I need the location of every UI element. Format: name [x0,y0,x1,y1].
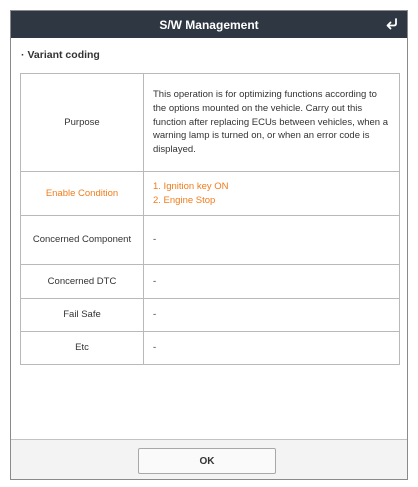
fail-safe-label: Fail Safe [21,299,144,332]
dialog-footer [11,439,407,479]
table-row [21,74,400,172]
table-row [21,299,400,332]
concerned-component-label: Concerned Component [21,216,144,265]
return-arrow-icon[interactable] [383,15,401,33]
purpose-value: This operation is for optimizing functions according to the options mounted on the vehicle. Carry out this function after replacing ECUs between vehicles, when a warning lamp is turned on, or when an error code is displayed. [144,74,400,172]
purpose-label: Purpose [21,74,144,172]
table-row [21,216,400,265]
table-row [21,332,400,365]
enable-condition-label: Enable Condition [21,172,144,216]
bullet: · [21,49,25,61]
concerned-component-value: - [144,216,400,265]
table-row [21,172,400,216]
enable-condition-line: 1. Ignition key ON [153,180,229,192]
info-table [20,73,400,365]
concerned-dtc-value: - [144,265,400,299]
ok-button[interactable]: OK [138,448,276,474]
dialog-title: S/W Management [159,17,259,32]
enable-condition-value [144,172,400,216]
title-bar [11,11,407,38]
table-row [21,265,400,299]
section-header [21,49,100,61]
enable-condition-line: 2. Engine Stop [153,194,216,206]
fail-safe-value: - [144,299,400,332]
section-title: Variant coding [27,49,100,61]
concerned-dtc-label: Concerned DTC [21,265,144,299]
sw-management-dialog [10,10,408,480]
etc-value: - [144,332,400,365]
etc-label: Etc [21,332,144,365]
